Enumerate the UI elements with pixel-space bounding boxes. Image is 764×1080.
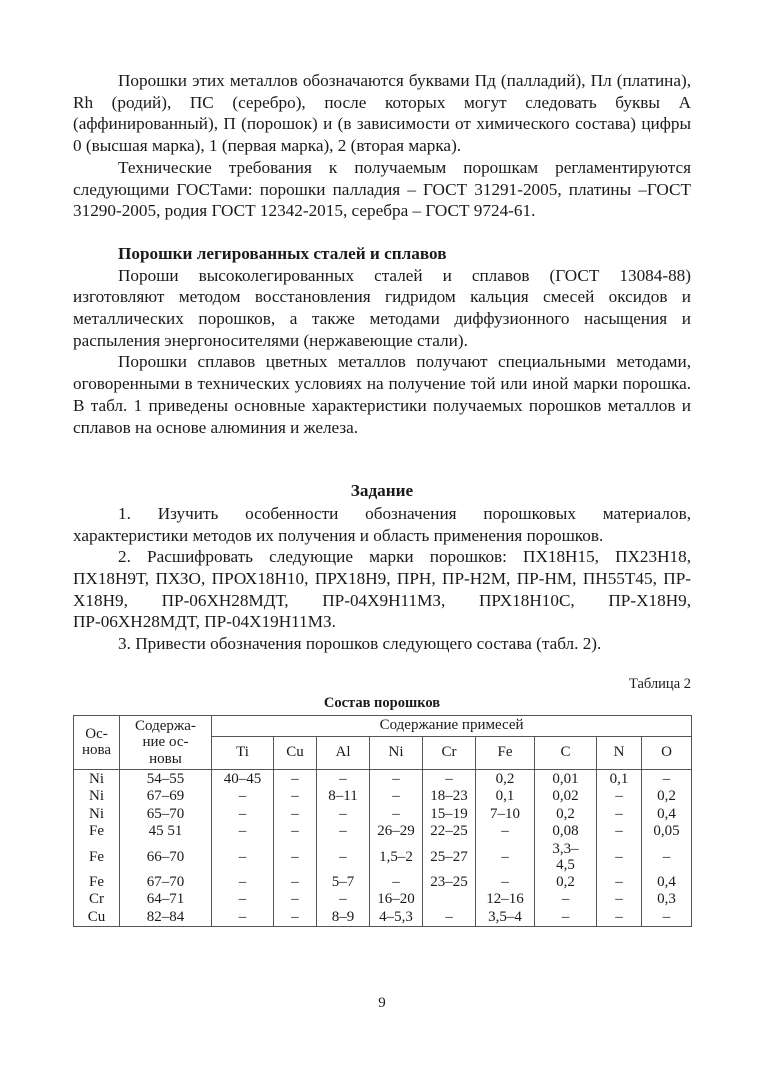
cell-content: 67–69	[120, 788, 212, 806]
cell-cu: –	[274, 823, 317, 841]
cell-fe: 0,2	[476, 769, 535, 788]
cell-cu: –	[274, 874, 317, 892]
cell-cr: 23–25	[423, 874, 476, 892]
cell-o: 0,4	[642, 806, 692, 824]
cell-base: Cu	[74, 909, 120, 927]
paragraph-nonferrous-alloys: Порошки сплавов цветных металлов получают специальными методами, оговоренными в технических условиях на получение той или иной марки порошка. В табл. 1 приведены основные характеристики получаемых порошков металлов и сплавов на основе алюминия и железа.	[73, 352, 691, 437]
cell-n: –	[597, 806, 642, 824]
cell-base: Ni	[74, 769, 120, 788]
task-item-2: 2. Расшифровать следующие марки порошков: ПХ18Н15, ПХ23Н18, ПХ18Н9Т, ПХЗО, ПРОХ18Н10, ПРХ18Н9, ПРН, ПР-Н2М, ПР-НМ, ПН55Т45, ПР-Х18Н9, ПР-06ХН28МДТ, ПР-04Х9Н11МЗ, ПРХ18Н10С, ПР-Х18Н9, ПР-06ХН28МДТ, ПР-04Х19Н11МЗ.	[73, 547, 691, 632]
cell-c: 0,2	[535, 874, 597, 892]
cell-o: –	[642, 769, 692, 788]
cell-fe: –	[476, 823, 535, 841]
table-row	[74, 841, 692, 874]
header-cr: Cr	[423, 736, 476, 769]
cell-c: 0,02	[535, 788, 597, 806]
cell-text-line: 4,5	[556, 857, 575, 874]
header-al: Al	[317, 736, 370, 769]
cell-al: –	[317, 841, 370, 874]
cell-cu: –	[274, 769, 317, 788]
cell-c: –	[535, 909, 597, 927]
header-impurities: Содержание примесей	[212, 715, 692, 736]
cell-base: Cr	[74, 891, 120, 909]
cell-cr: –	[423, 909, 476, 927]
cell-ni: –	[370, 788, 423, 806]
cell-fe: 7–10	[476, 806, 535, 824]
table-body	[74, 769, 692, 927]
cell-ni: 1,5–2	[370, 841, 423, 874]
table-row	[74, 823, 692, 841]
table-row	[74, 769, 692, 788]
cell-content: 54–55	[120, 769, 212, 788]
document-page	[73, 70, 691, 927]
cell-cr: 22–25	[423, 823, 476, 841]
cell-n: –	[597, 874, 642, 892]
paragraph-metals-designation: Порошки этих металлов обозначаются буквами Пд (палладий), Пл (платина), Rh (родий), ПС (серебро), после которых могут следовать буквы А (аффинированный), П (порошок) и (в зависимости от химического состава) цифры 0 (высшая марка), 1 (первая марка), 2 (вторая марка).	[73, 71, 691, 156]
cell-ti: –	[212, 909, 274, 927]
cell-cu: –	[274, 788, 317, 806]
table-row	[74, 806, 692, 824]
task-item-1: 1. Изучить особенности обозначения порошковых материалов, характеристики методов их получения и область применения порошков.	[73, 503, 691, 545]
cell-o: –	[642, 909, 692, 927]
cell-n: –	[597, 823, 642, 841]
cell-cr: 18–23	[423, 788, 476, 806]
table-row	[74, 788, 692, 806]
cell-c	[535, 841, 597, 874]
cell-ti: 40–45	[212, 769, 274, 788]
cell-ni: –	[370, 769, 423, 788]
cell-cu: –	[274, 841, 317, 874]
cell-c: –	[535, 891, 597, 909]
header-c: C	[535, 736, 597, 769]
cell-al: 8–9	[317, 909, 370, 927]
cell-fe: 0,1	[476, 788, 535, 806]
cell-o: 0,3	[642, 891, 692, 909]
cell-base: Fe	[74, 841, 120, 874]
cell-base: Ni	[74, 806, 120, 824]
cell-o: –	[642, 841, 692, 874]
cell-ti: –	[212, 891, 274, 909]
cell-o: 0,05	[642, 823, 692, 841]
header-ti: Ti	[212, 736, 274, 769]
header-cu: Cu	[274, 736, 317, 769]
cell-cr: –	[423, 769, 476, 788]
cell-c: 0,2	[535, 806, 597, 824]
header-fe: Fe	[476, 736, 535, 769]
cell-ni: 26–29	[370, 823, 423, 841]
header-base-content: Содержа- ние ос- новы	[120, 715, 212, 769]
cell-c: 0,08	[535, 823, 597, 841]
cell-content: 67–70	[120, 874, 212, 892]
cell-o: 0,4	[642, 874, 692, 892]
cell-cu: –	[274, 806, 317, 824]
powder-composition-table	[73, 715, 692, 928]
cell-n: –	[597, 891, 642, 909]
cell-n: –	[597, 841, 642, 874]
cell-content: 66–70	[120, 841, 212, 874]
header-base: Ос- нова	[74, 715, 120, 769]
cell-cr: 15–19	[423, 806, 476, 824]
cell-fe: –	[476, 874, 535, 892]
cell-base: Fe	[74, 874, 120, 892]
page-number: 9	[378, 995, 386, 1011]
cell-content: 82–84	[120, 909, 212, 927]
cell-n: –	[597, 788, 642, 806]
cell-ti: –	[212, 841, 274, 874]
section-heading-alloys: Порошки легированных сталей и сплавов	[118, 243, 447, 263]
cell-al: –	[317, 891, 370, 909]
cell-content: 65–70	[120, 806, 212, 824]
cell-ti: –	[212, 874, 274, 892]
cell-fe: –	[476, 841, 535, 874]
paragraph-alloys-production: Пороши высоколегированных сталей и сплавов (ГОСТ 13084-88) изготовляют методом восстановления гидридом кальция смесей оксидов и металлических порошков, а также методами диффузионного насыщения и распыления энергоносителями (нержавеющие стали).	[73, 265, 691, 350]
paragraph-gost-requirements: Технические требования к получаемым порошкам регламентируются следующими ГОСТами: порошки палладия – ГОСТ 31291-2005, платины –ГОСТ 31290-2005, родия ГОСТ 12342-2015, серебра – ГОСТ 9724-61.	[73, 157, 691, 221]
cell-content: 45 51	[120, 823, 212, 841]
header-o: O	[642, 736, 692, 769]
cell-n: –	[597, 909, 642, 927]
cell-cr: 25–27	[423, 841, 476, 874]
cell-ni: 16–20	[370, 891, 423, 909]
cell-al: –	[317, 806, 370, 824]
cell-base: Fe	[74, 823, 120, 841]
cell-al: –	[317, 769, 370, 788]
cell-fe: 3,5–4	[476, 909, 535, 927]
cell-ti: –	[212, 823, 274, 841]
cell-al: 8–11	[317, 788, 370, 806]
cell-ni: –	[370, 806, 423, 824]
cell-ti: –	[212, 788, 274, 806]
cell-c: 0,01	[535, 769, 597, 788]
cell-o: 0,2	[642, 788, 692, 806]
table-label: Таблица 2	[628, 675, 691, 692]
table-row	[74, 909, 692, 927]
cell-al: –	[317, 823, 370, 841]
table-row	[74, 891, 692, 909]
cell-n: 0,1	[597, 769, 642, 788]
cell-fe: 12–16	[476, 891, 535, 909]
cell-cu: –	[274, 909, 317, 927]
table-caption: Состав порошков	[323, 694, 441, 711]
table-row	[74, 874, 692, 892]
header-ni: Ni	[370, 736, 423, 769]
cell-ni: 4–5,3	[370, 909, 423, 927]
task-title: Задание	[350, 481, 414, 501]
cell-ti: –	[212, 806, 274, 824]
task-item-3: 3. Привести обозначения порошков следующего состава (табл. 2).	[118, 634, 602, 654]
cell-text-line: 3,3–	[552, 840, 579, 857]
cell-ni: –	[370, 874, 423, 892]
header-n: N	[597, 736, 642, 769]
cell-content: 64–71	[120, 891, 212, 909]
cell-cu: –	[274, 891, 317, 909]
cell-al: 5–7	[317, 874, 370, 892]
cell-cr	[423, 891, 476, 909]
cell-base: Ni	[74, 788, 120, 806]
